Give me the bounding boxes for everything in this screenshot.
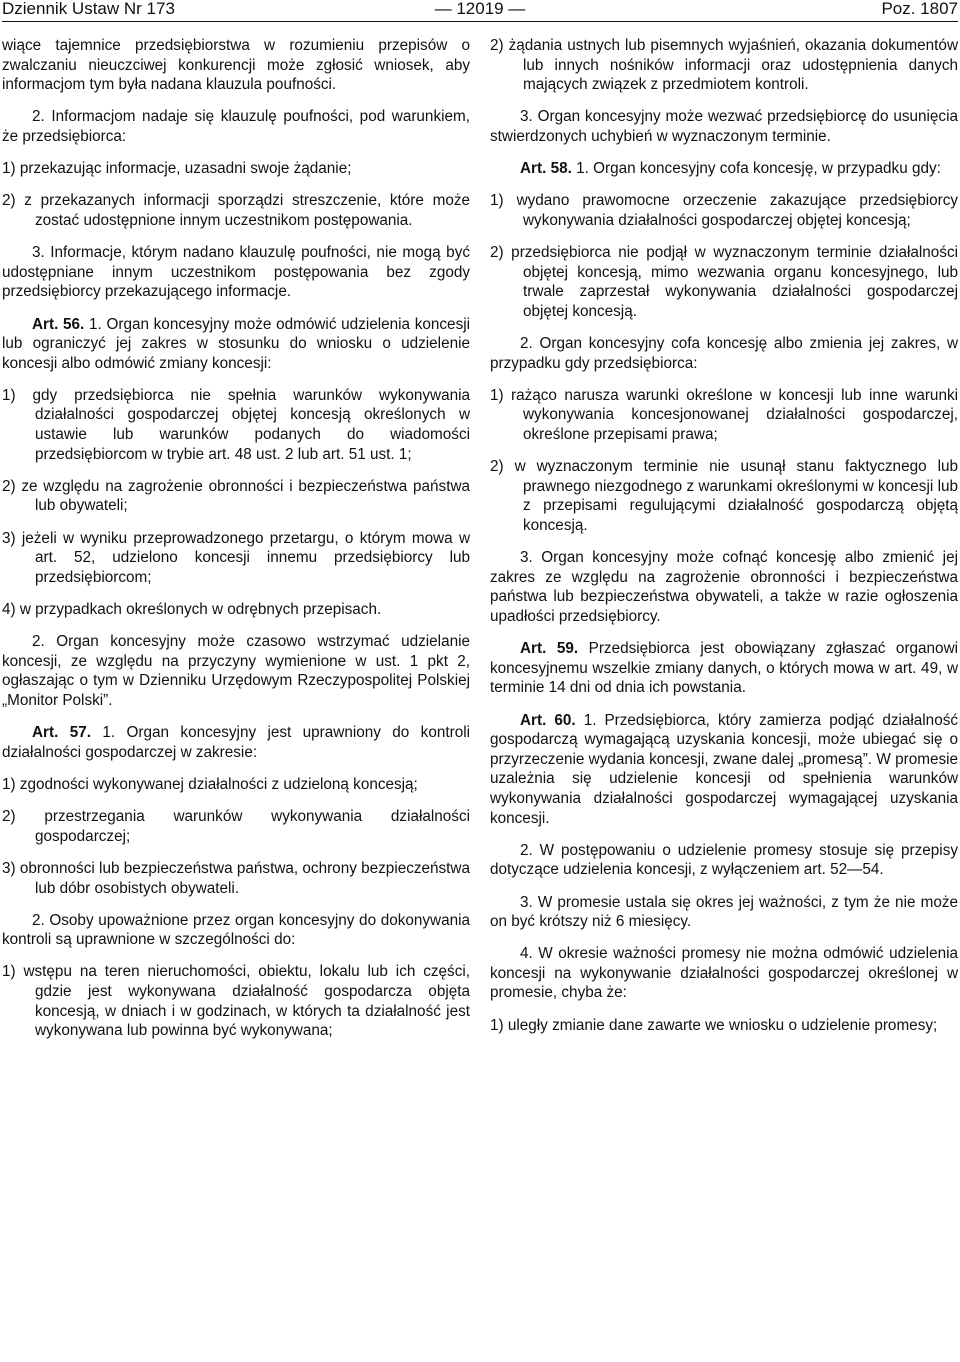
list-item: 2) przedsiębiorca nie podjął w wyznaczonym terminie działalności objętej koncesją, mimo wezwania organu koncesyjnego, lub trwale zaprzestał wykonywania działalności gospodarczej objętej koncesją. (490, 244, 958, 320)
article-59-text: Przedsiębiorca jest obowiązany zgłaszać organowi koncesyjnemu wszelkie zmiany danych, o których mowa w art. 49, w terminie 14 dni od dnia ich powstania. (490, 640, 959, 697)
list-item: 2) żądania ustnych lub pisemnych wyjaśnień, okazania dokumentów lub innych nośników informacji oraz udostępnienia danych mających związek z przedmiotem kontroli. (490, 37, 958, 94)
list-item: 1) przekazując informacje, uzasadni swoje żądanie; (2, 160, 352, 178)
article-56-label: Art. 56. (32, 315, 85, 333)
page-number: — 12019 — (434, 0, 526, 18)
position-number: Poz. 1807 (881, 0, 958, 18)
list-item: 2) ze względu na zagrożenie obronności i bezpieczeństwa państwa lub obywateli; (2, 477, 470, 515)
article-59 (490, 639, 958, 698)
article-57 (2, 723, 470, 762)
article-58-paragraph-2: 2. Organ koncesyjny cofa koncesję albo zmienia jej zakres, w przypadku gdy przedsiębiorca: (490, 335, 958, 372)
article-60-paragraph-4: 4. W okresie ważności promesy nie można odmówić udzielenia koncesji na wykonywanie działalności gospodarczej określonej w promesie, chyba że: (490, 945, 958, 1002)
list-item: 1) zgodności wykonywanej działalności z udzieloną koncesją; (2, 775, 418, 793)
list-item: 4) w przypadkach określonych w odrębnych przepisach. (2, 601, 382, 618)
article-60-label: Art. 60. (520, 711, 576, 729)
article-57-paragraph-2: 2. Osoby upoważnione przez organ koncesyjny do dokonywania kontroli są uprawnione w szczególności do: (2, 911, 470, 949)
right-column (490, 36, 958, 1048)
paragraph-intro: wiące tajemnice przedsiębiorstwa w rozumieniu przepisów o zwalczaniu nieuczciwej konkurencji może zgłosić wniosek, aby informacjom tym była nadana klauzula poufności. (2, 37, 470, 94)
list-item: 1) wstępu na teren nieruchomości, obiektu, lokalu lub ich części, gdzie jest wykonywana działalność gospodarcza objęta koncesją, w dniach i w godzinach, w których ta działalność jest wykonywana lub powinna być wykonywana; (2, 963, 470, 1040)
article-60-paragraph-2: 2. W postępowaniu o udzielenie promesy stosuje się przepisy dotyczące udzielenia koncesji, z wyłączeniem art. 52—54. (490, 841, 958, 879)
list-item: 1) rażąco narusza warunki określone w koncesji lub inne warunki wykonywania koncesjonowanej działalności gospodarczej, określone przepisami prawa; (490, 386, 958, 444)
article-60 (490, 711, 958, 829)
left-column (2, 36, 470, 1053)
article-57-text: 1. Organ koncesyjny jest uprawniony do kontroli działalności gospodarczej w zakresie: (2, 724, 470, 761)
article-56-paragraph-2: 2. Organ koncesyjny może czasowo wstrzymać udzielanie koncesji, ze względu na przyczyny wymienione w ust. 1 pkt 2, ogłaszając o tym w Dzienniku Urzędowym Rzeczypospolitej Polskiej „Monitor Polski”. (2, 633, 470, 709)
article-60-paragraph-3: 3. W promesie ustala się okres jej ważności, z tym że nie może on być krótszy niż 6 miesięcy. (490, 893, 958, 931)
article-57-label: Art. 57. (32, 724, 91, 742)
article-58-paragraph-3: 3. Organ koncesyjny może cofnąć koncesję albo zmienić jej zakres ze względu na zagrożenie obronności i bezpieczeństwa państwa lub bezpieczeństwa obywateli, a także w razie ogłoszenia upadłości przedsiębiorcy. (490, 549, 958, 625)
article-58-text: 1. Organ koncesyjny cofa koncesję, w przypadku gdy: (571, 160, 941, 178)
article-58 (490, 159, 958, 179)
list-item: 3) obronności lub bezpieczeństwa państwa, ochrony bezpieczeństwa lub dóbr osobistych obywateli. (2, 859, 470, 897)
list-item: 1) gdy przedsiębiorca nie spełnia warunków wykonywania działalności gospodarczej objętej koncesją określonych w ustawie lub warunków podanych do wiadomości przedsiębiorcom w trybie art. 48 ust. 2 lub art. 51 ust. 1; (2, 386, 470, 463)
article-58-label: Art. 58. (520, 160, 572, 178)
paragraph-3: 3. Organ koncesyjny może wezwać przedsiębiorcę do usunięcia stwierdzonych uchybień w wyznaczonym terminie. (490, 108, 958, 145)
page-header (2, 0, 958, 28)
header-rule (2, 21, 958, 22)
article-56-text: 1. Organ koncesyjny może odmówić udzielenia koncesji lub ograniczyć jej zakres w stosunku do wniosku o udzielenie koncesji albo odmówić zmiany koncesji: (2, 315, 471, 372)
list-item: 1) uległy zmianie dane zawarte we wniosku o udzielenie promesy; (490, 1016, 938, 1034)
list-item: 3) jeżeli w wyniku przeprowadzonego przetargu, o którym mowa w art. 52, udzielono koncesji innemu przedsiębiorcy lub przedsiębiorcom; (2, 529, 470, 586)
list-item: 2) w wyznaczonym terminie nie usunął stanu faktycznego lub prawnego niezgodnego z warunkami określonymi w koncesji lub z przepisami regulującymi działalność gospodarczą objętą koncesją. (490, 458, 958, 535)
journal-title: Dziennik Ustaw Nr 173 (2, 0, 175, 18)
paragraph-3: 3. Informacje, którym nadano klauzulę poufności, nie mogą być udostępniane innym uczestnikom postępowania bez zgody przedsiębiorcy przekazującego informacje. (2, 244, 470, 301)
list-item: 2) przestrzegania warunków wykonywania działalności gospodarczej; (2, 808, 470, 845)
article-60-text: 1. Przedsiębiorca, który zamierza podjąć działalność gospodarczą wymagającą uzyskania koncesji, może ubiegać się o przyrzeczenie wydania koncesji, zwane dalej „promesą”. W promesie uzależnia się udzielenie koncesji od spełnienia warunków wykonywania działalności gospodarczej wymagającej uzyskania koncesji. (490, 711, 958, 827)
list-item: 1) wydano prawomocne orzeczenie zakazujące przedsiębiorcy wykonywania działalności gospodarczej objętej koncesją; (490, 192, 958, 229)
article-56 (2, 315, 470, 374)
list-item: 2) z przekazanych informacji sporządzi streszczenie, które może zostać udostępnione innym uczestnikom postępowania. (2, 192, 470, 229)
paragraph-2: 2. Informacjom nadaje się klauzulę poufności, pod warunkiem, że przedsiębiorca: (2, 108, 470, 145)
article-59-label: Art. 59. (520, 640, 579, 658)
